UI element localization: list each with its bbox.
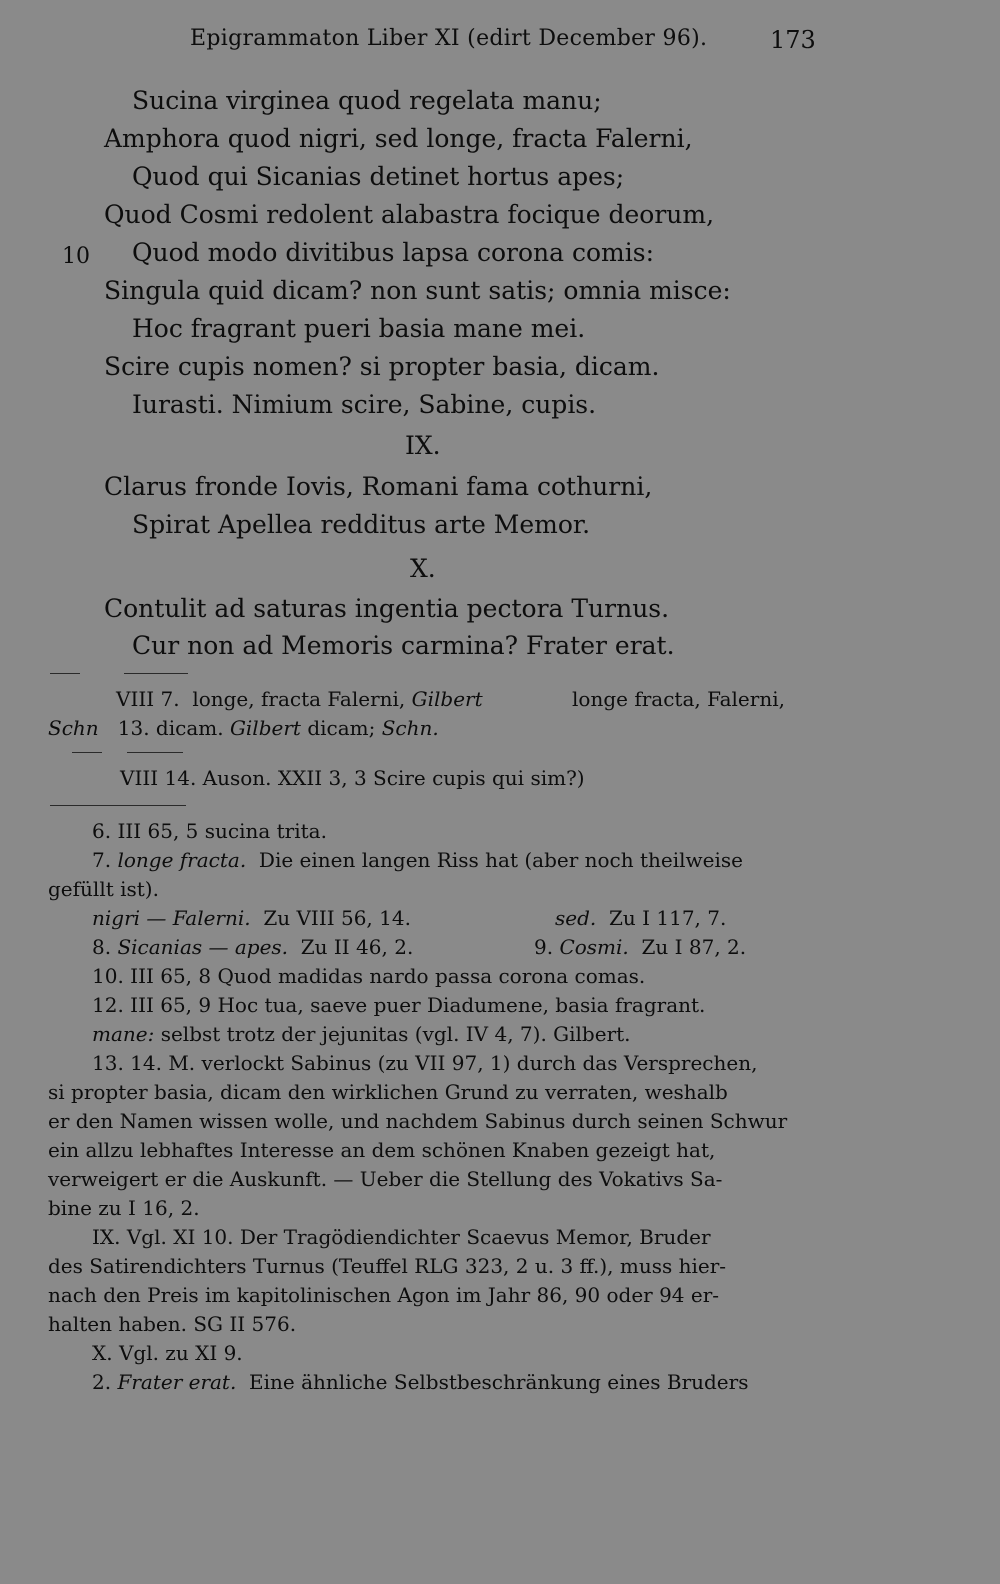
note-continuation: er den Namen wissen wolle, und nachdem Sabinus durch seinen Schwur bbox=[48, 1109, 788, 1133]
divider-rule bbox=[72, 752, 102, 753]
note-lemma: mane: bbox=[92, 1022, 155, 1046]
note-number: 9. bbox=[534, 935, 554, 959]
note-continuation: des Satirendichters Turnus (Teuffel RLG 323, 2 u. 3 ff.), muss hier- bbox=[48, 1254, 727, 1278]
note-continuation: ein allzu lebhaftes Interesse an dem schönen Knaben gezeigt hat, bbox=[48, 1138, 716, 1162]
note-lemma: longe fracta. bbox=[117, 848, 247, 872]
note-lemma: sed. bbox=[555, 906, 597, 930]
note bbox=[92, 933, 413, 962]
apparatus-ref: VIII 7. bbox=[116, 687, 180, 711]
note-text: Die einen langen Riss hat (aber noch theilweise bbox=[258, 848, 743, 872]
page-number: 173 bbox=[770, 26, 816, 54]
note bbox=[92, 846, 743, 875]
verse-line: Singula quid dicam? non sunt satis; omnia misce: bbox=[104, 276, 731, 305]
apparatus-editor: Schn. bbox=[381, 716, 439, 740]
verse-line: Quod qui Sicanias detinet hortus apes; bbox=[132, 162, 625, 191]
note: 10. III 65, 8 Quod madidas nardo passa corona comas. bbox=[92, 964, 646, 988]
note bbox=[92, 904, 411, 933]
note-continuation: si propter basia, dicam den wirklichen Grund zu verraten, weshalb bbox=[48, 1080, 728, 1104]
apparatus-editor: Schn bbox=[48, 716, 99, 740]
note-text: Zu I 117, 7. bbox=[608, 906, 727, 930]
divider-rule bbox=[50, 673, 80, 674]
running-title: Epigrammaton Liber XI (edirt December 96). bbox=[190, 26, 708, 51]
note-continuation: bine zu I 16, 2. bbox=[48, 1196, 200, 1220]
poem-heading: IX. bbox=[405, 431, 441, 460]
verse-line: Scire cupis nomen? si propter basia, dicam. bbox=[104, 352, 660, 381]
line-number: 10 bbox=[62, 244, 90, 269]
apparatus-reading: longe, fracta Falerni, bbox=[192, 687, 406, 711]
poem-heading: X. bbox=[410, 554, 436, 583]
note-lemma: nigri — Falerni. bbox=[92, 906, 251, 930]
parallel-passage: VIII 14. Auson. XXII 3, 3 Scire cupis qui sim?) bbox=[120, 766, 585, 790]
note-number: 8. bbox=[92, 935, 112, 959]
apparatus-ref: 13. bbox=[117, 716, 150, 740]
note-continuation: nach den Preis im kapitolinischen Agon im Jahr 86, 90 oder 94 er- bbox=[48, 1283, 720, 1307]
divider-rule bbox=[124, 673, 188, 674]
verse-line: Contulit ad saturas ingentia pectora Turnus. bbox=[104, 594, 670, 623]
note: 12. III 65, 9 Hoc tua, saeve puer Diadumene, basia fragrant. bbox=[92, 993, 706, 1017]
note: IX. Vgl. XI 10. Der Tragödiendichter Scaevus Memor, Bruder bbox=[92, 1225, 711, 1249]
note: 13. 14. M. verlockt Sabinus (zu VII 97, 1) durch das Versprechen, bbox=[92, 1051, 758, 1075]
note-number: 2. bbox=[92, 1370, 112, 1394]
note-text: Zu I 87, 2. bbox=[641, 935, 747, 959]
divider-rule bbox=[50, 805, 186, 806]
note: 6. III 65, 5 sucina trita. bbox=[92, 819, 327, 843]
apparatus-variant: longe fracta, Falerni, bbox=[572, 687, 785, 711]
verse-line: Spirat Apellea redditus arte Memor. bbox=[132, 510, 591, 539]
note: X. Vgl. zu XI 9. bbox=[92, 1341, 243, 1365]
note-text: Zu VIII 56, 14. bbox=[263, 906, 411, 930]
verse-line: Cur non ad Memoris carmina? Frater erat. bbox=[132, 631, 675, 660]
note-lemma: Sicanias — apes. bbox=[117, 935, 289, 959]
apparatus-reading: dicam; bbox=[307, 716, 376, 740]
apparatus-editor: Gilbert bbox=[411, 687, 483, 711]
note-lemma: Frater erat. bbox=[117, 1370, 237, 1394]
note bbox=[534, 933, 746, 962]
apparatus-line bbox=[116, 687, 483, 711]
note-number: 7. bbox=[92, 848, 112, 872]
note-text: selbst trotz der jejunitas (vgl. IV 4, 7). Gilbert. bbox=[160, 1022, 631, 1046]
note-lemma: Cosmi. bbox=[559, 935, 629, 959]
verse-line: Clarus fronde Iovis, Romani fama cothurni, bbox=[104, 472, 653, 501]
note-continuation: verweigert er die Auskunft. — Ueber die Stellung des Vokativs Sa- bbox=[48, 1167, 723, 1191]
apparatus-editor: Gilbert bbox=[229, 716, 301, 740]
apparatus-line bbox=[48, 716, 439, 740]
note-text: Eine ähnliche Selbstbeschränkung eines Bruders bbox=[249, 1370, 749, 1394]
verse-line: Iurasti. Nimium scire, Sabine, cupis. bbox=[132, 390, 597, 419]
verse-line: Hoc fragrant pueri basia mane mei. bbox=[132, 314, 586, 343]
note-text: Zu II 46, 2. bbox=[300, 935, 414, 959]
verse-line: Sucina virginea quod regelata manu; bbox=[132, 86, 602, 115]
apparatus-reading: dicam. bbox=[155, 716, 224, 740]
verse-line: Quod modo divitibus lapsa corona comis: bbox=[132, 238, 654, 267]
verse-line: Amphora quod nigri, sed longe, fracta Falerni, bbox=[104, 124, 693, 153]
note bbox=[555, 904, 726, 933]
note-continuation: halten haben. SG II 576. bbox=[48, 1312, 297, 1336]
verse-line: Quod Cosmi redolent alabastra focique deorum, bbox=[104, 200, 715, 229]
note bbox=[92, 1368, 748, 1397]
divider-rule bbox=[127, 752, 183, 753]
note-continuation: gefüllt ist). bbox=[48, 877, 159, 901]
note bbox=[92, 1020, 631, 1049]
